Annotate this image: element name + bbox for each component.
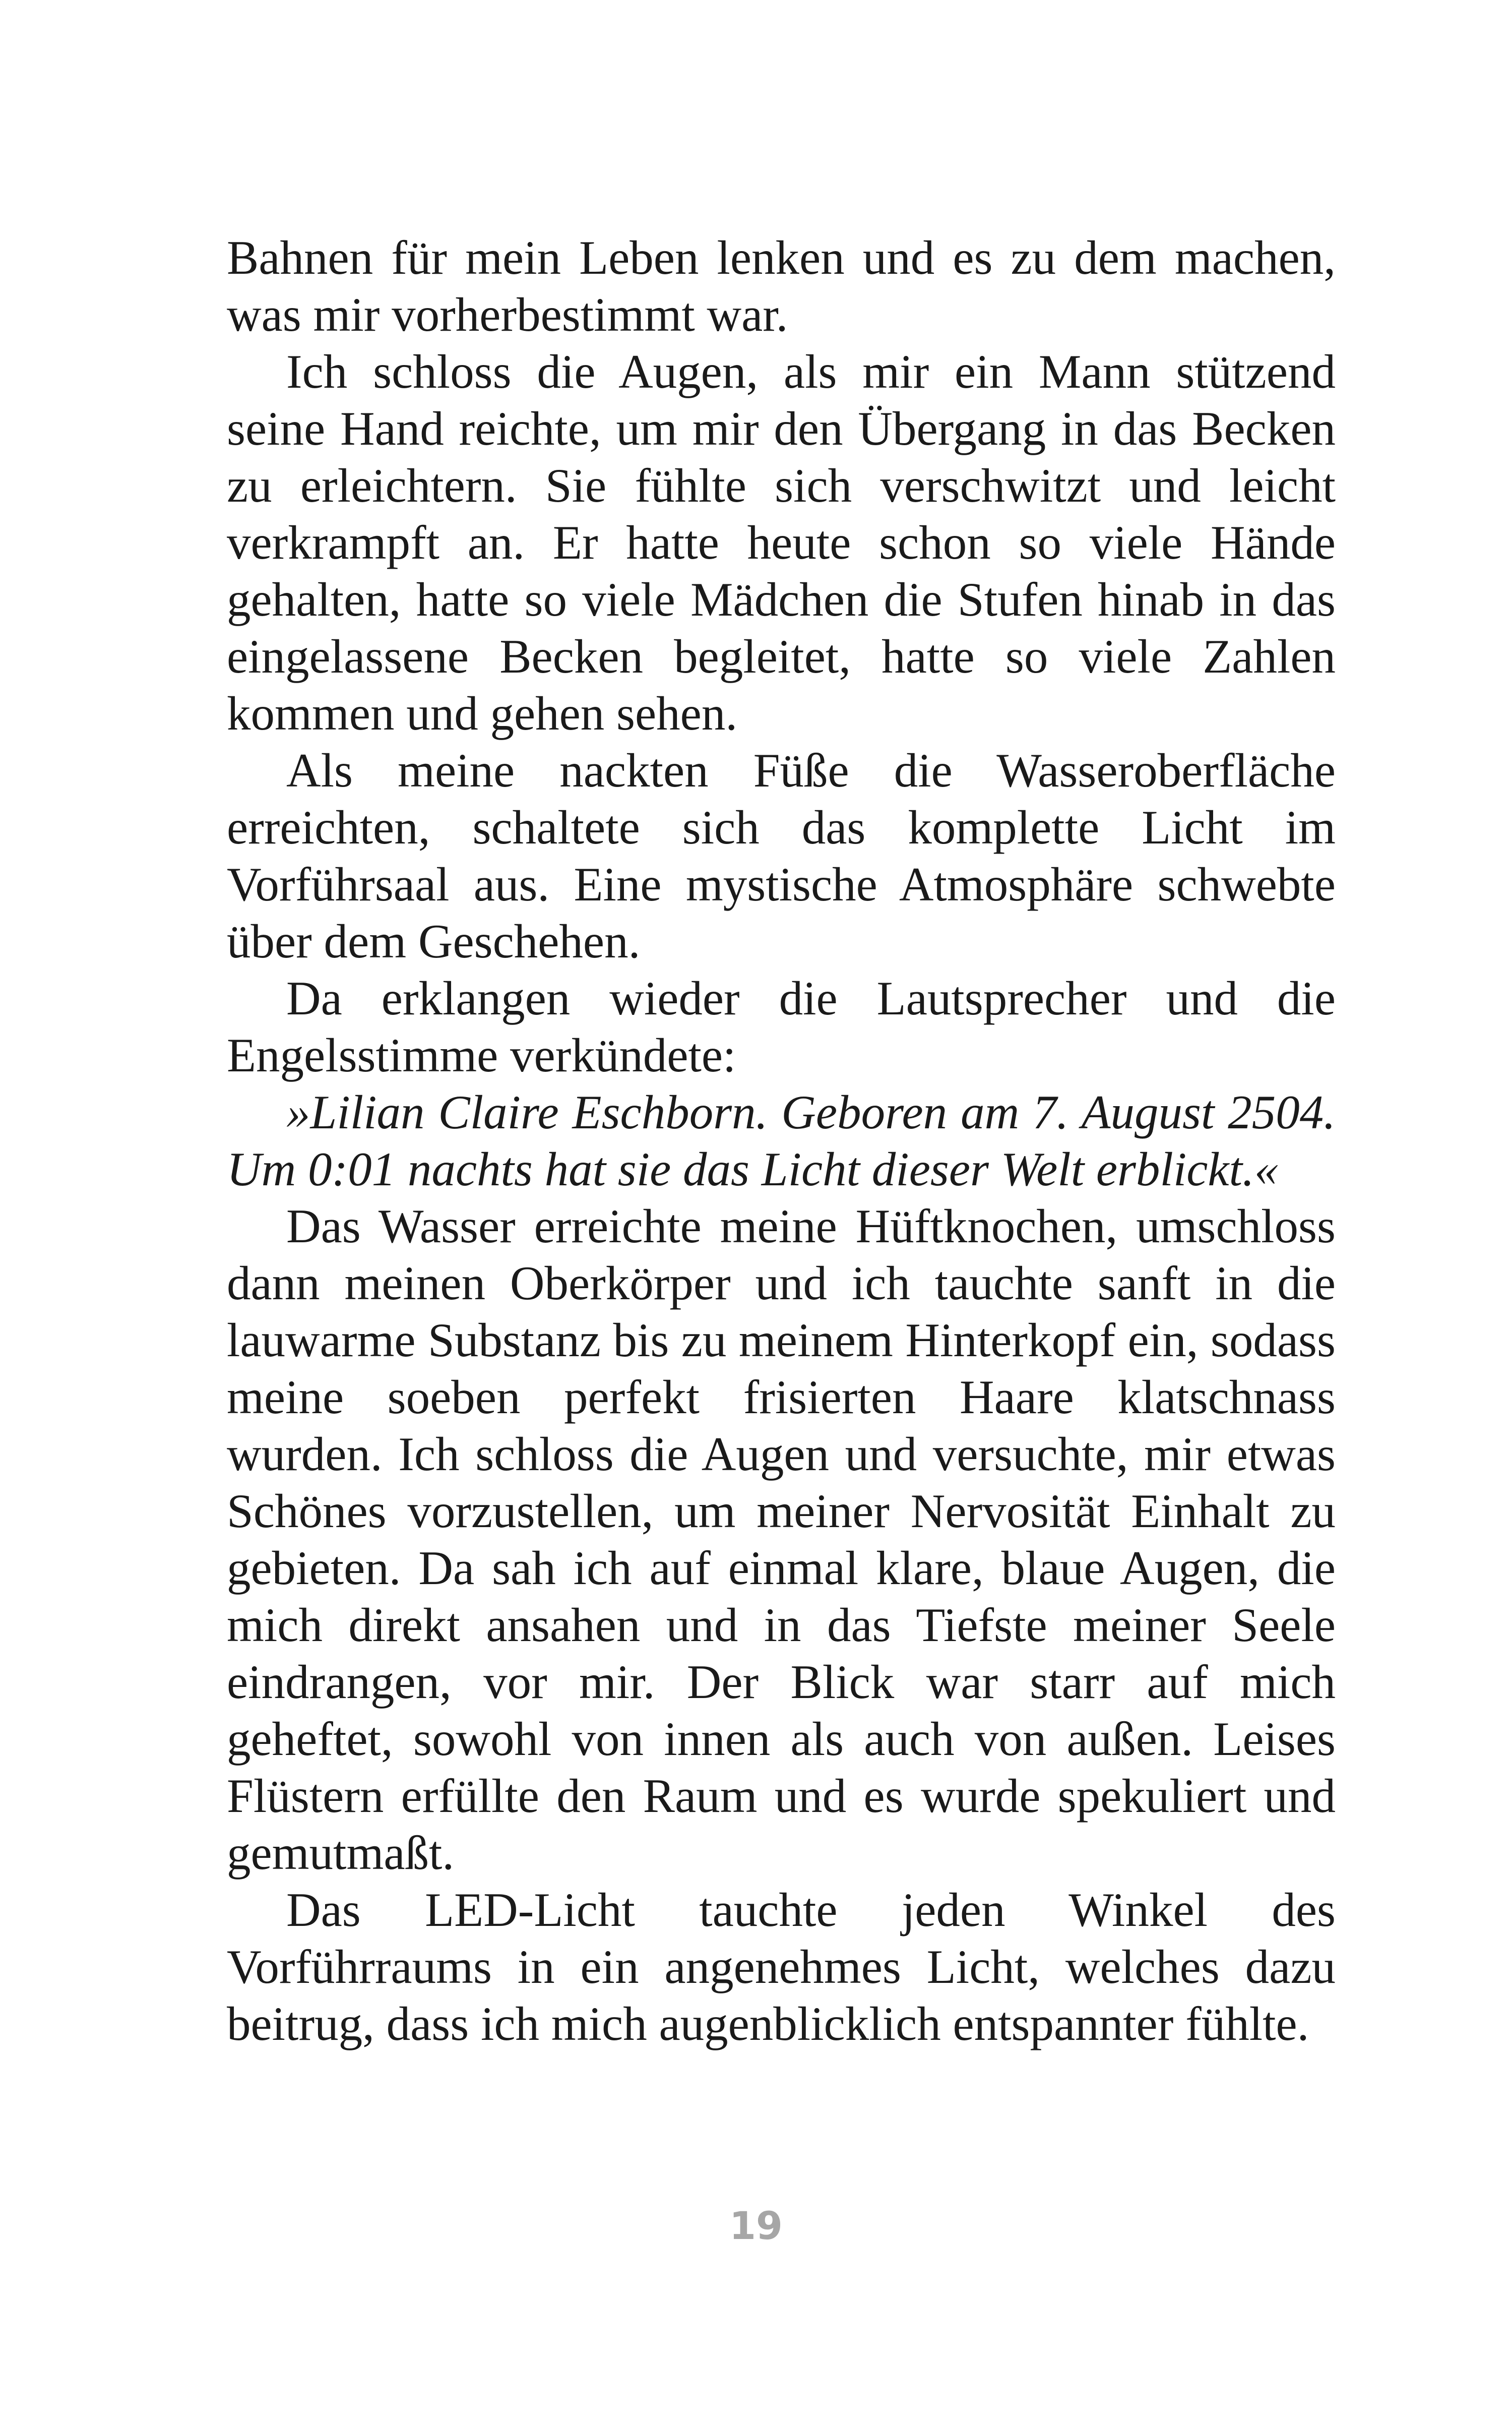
body-text <box>227 229 1336 2052</box>
page-number: 19 <box>729 2203 783 2248</box>
paragraph-loudspeaker: Da erklangen wieder die Lautsprecher und die Engelsstimme verkündete: <box>227 972 1336 1082</box>
paragraph-led-light: Das LED-Licht tauchte jeden Winkel des Vorführraums in ein angenehmes Licht, welches dazu beitrug, dass ich mich augenblicklich entspannter fühlte. <box>227 1883 1336 2050</box>
paragraph-water-surface: Als meine nackten Füße die Wasseroberfläche erreichten, schaltete sich das komplette Licht im Vorführsaal aus. Eine mystische Atmosphäre schwebte über dem Geschehen. <box>227 744 1336 968</box>
paragraph-announcement: »Lilian Claire Eschborn. Geboren am 7. August 2504. Um 0:01 nachts hat sie das Licht dieser Welt erblickt.« <box>227 1085 1336 1196</box>
paragraph-hand-reaching: Ich schloss die Augen, als mir ein Mann stützend seine Hand reichte, um mir den Übergang in das Becken zu erleichtern. Sie fühlte sich verschwitzt und leicht verkrampft an. Er hatte heute schon so viele Hände gehalten, hatte so viele Mädchen die Stufen hinab in das eingelassene Becken begleitet, hatte so viele Zahlen kommen und gehen sehen. <box>227 345 1336 740</box>
paragraph-continuation: Bahnen für mein Leben lenken und es zu dem machen, was mir vorherbestimmt war. <box>227 231 1336 341</box>
paragraph-immersion: Das Wasser erreichte meine Hüftknochen, umschloss dann meinen Oberkörper und ich tauchte sanft in die lauwarme Substanz bis zu meinem Hinterkopf ein, sodass meine soeben perfekt frisierten Haare klatschnass wurden. Ich schloss die Augen und versuchte, mir etwas Schönes vorzustellen, um meiner Nervosität Einhalt zu gebieten. Da sah ich auf einmal klare, blaue Augen, die mich direkt ansahen und in das Tiefste meiner Seele eindrangen, vor mir. Der Blick war starr auf mich geheftet, sowohl von innen als auch von außen. Leises Flüstern erfüllte den Raum und es wurde spekuliert und gemutmaßt. <box>227 1199 1336 1880</box>
